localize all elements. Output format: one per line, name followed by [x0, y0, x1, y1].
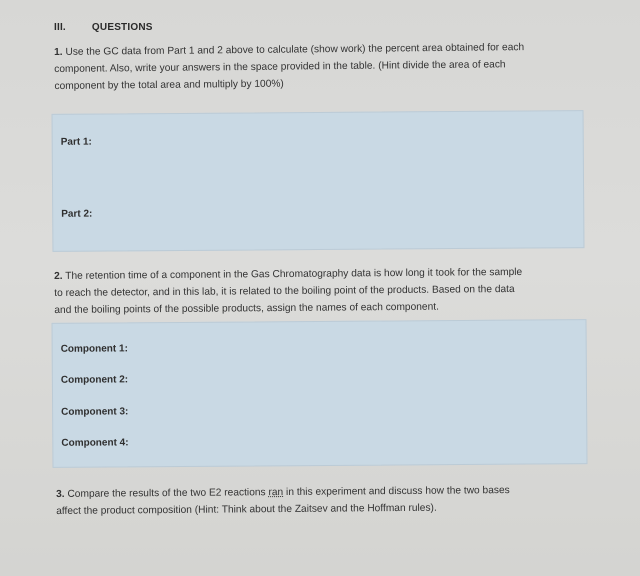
question-3-line-1b: in this experiment and discuss how the two bases: [285, 485, 510, 498]
question-1-number: 1.: [54, 46, 63, 58]
question-3-number: 3.: [56, 488, 65, 500]
question-1: [54, 38, 585, 95]
section-numeral: III.: [54, 22, 66, 33]
question-2-line-1: The retention time of a component in the Gas Chromatography data is how long it took for the sample: [65, 266, 523, 282]
question-1-line-3: component by the total area and multiply by 100%): [54, 78, 284, 92]
part-2-label: Part 2:: [61, 208, 93, 220]
component-1-label: Component 1:: [60, 343, 128, 355]
answer-box-question-1[interactable]: [52, 110, 585, 252]
component-3-label: Component 3:: [61, 406, 129, 418]
question-2-number: 2.: [54, 270, 63, 282]
component-2-label: Component 2:: [60, 374, 129, 386]
answer-box-question-2[interactable]: [52, 319, 588, 468]
question-2-line-3: and the boiling points of the possible products, assign the names of each component.: [54, 301, 439, 316]
question-3-line-1a: Compare the results of the two E2 reactions: [67, 487, 266, 500]
component-4-label: Component 4:: [61, 437, 129, 449]
section-title: QUESTIONS: [91, 22, 153, 33]
question-3-line-2: affect the product composition (Hint: Think about the Zaitsev and the Hoffman rules).: [56, 502, 437, 517]
section-header: [54, 22, 153, 33]
question-3-ran-word: ran: [268, 487, 284, 499]
question-1-line-2: component. Also, write your answers in the space provided in the table. (Hint divide the area of each: [54, 59, 506, 75]
question-2-line-2: to reach the detector, and in this lab, it is related to the boiling point of the products. Based on the data: [54, 283, 515, 299]
question-1-line-1: Use the GC data from Part 1 and 2 above to calculate (show work) the percent area obtained for each: [65, 42, 525, 58]
part-1-label: Part 1:: [60, 136, 92, 148]
question-2: [54, 263, 599, 319]
question-3: [56, 481, 601, 520]
